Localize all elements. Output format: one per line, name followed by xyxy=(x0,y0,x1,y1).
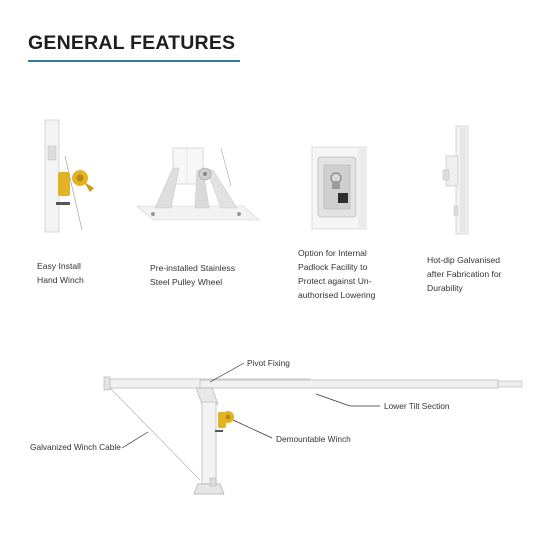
galvanised-post-icon xyxy=(438,126,483,236)
feature-line: Hand Winch xyxy=(37,275,84,285)
feature-line: after Fabrication for xyxy=(427,269,502,279)
lower-tilt-leader xyxy=(316,394,380,406)
lower-tilt-section xyxy=(200,380,498,388)
pulley-wheel-base-icon xyxy=(135,148,260,228)
callout-demountable-winch: Demountable Winch xyxy=(276,434,351,444)
feature-line: authorised Lowering xyxy=(298,290,376,300)
hand-winch-closeup-icon xyxy=(40,118,110,233)
page-title: GENERAL FEATURES xyxy=(28,32,236,54)
callout-pivot-fixing: Pivot Fixing xyxy=(247,358,290,368)
feature-padlock xyxy=(298,246,375,302)
feature-hand-winch xyxy=(37,259,84,287)
feature-line: Protect against Un- xyxy=(298,276,372,286)
feature-line: Easy Install xyxy=(37,261,81,271)
callout-lower-tilt: Lower Tilt Section xyxy=(384,401,450,411)
feature-galvanised xyxy=(427,253,502,295)
feature-line: Padlock Facility to xyxy=(298,262,368,272)
feature-line: Durability xyxy=(427,283,463,293)
post-base xyxy=(194,484,224,494)
feature-line: Pre-installed Stainless xyxy=(150,263,236,273)
feature-pulley-wheel xyxy=(150,261,235,289)
vertical-post xyxy=(202,402,216,484)
title-underline xyxy=(28,60,240,62)
winch-cable-leader xyxy=(122,432,148,448)
feature-line: Hot-dip Galvanised xyxy=(427,255,501,265)
winch-icon xyxy=(215,411,234,432)
demountable-leader xyxy=(233,420,272,438)
callout-winch-cable: Galvanized Winch Cable xyxy=(30,442,121,452)
padlock-plate-icon xyxy=(308,145,370,230)
winch-cable xyxy=(110,388,200,480)
feature-line: Option for Internal xyxy=(298,248,367,258)
feature-line: Steel Pulley Wheel xyxy=(150,277,223,287)
